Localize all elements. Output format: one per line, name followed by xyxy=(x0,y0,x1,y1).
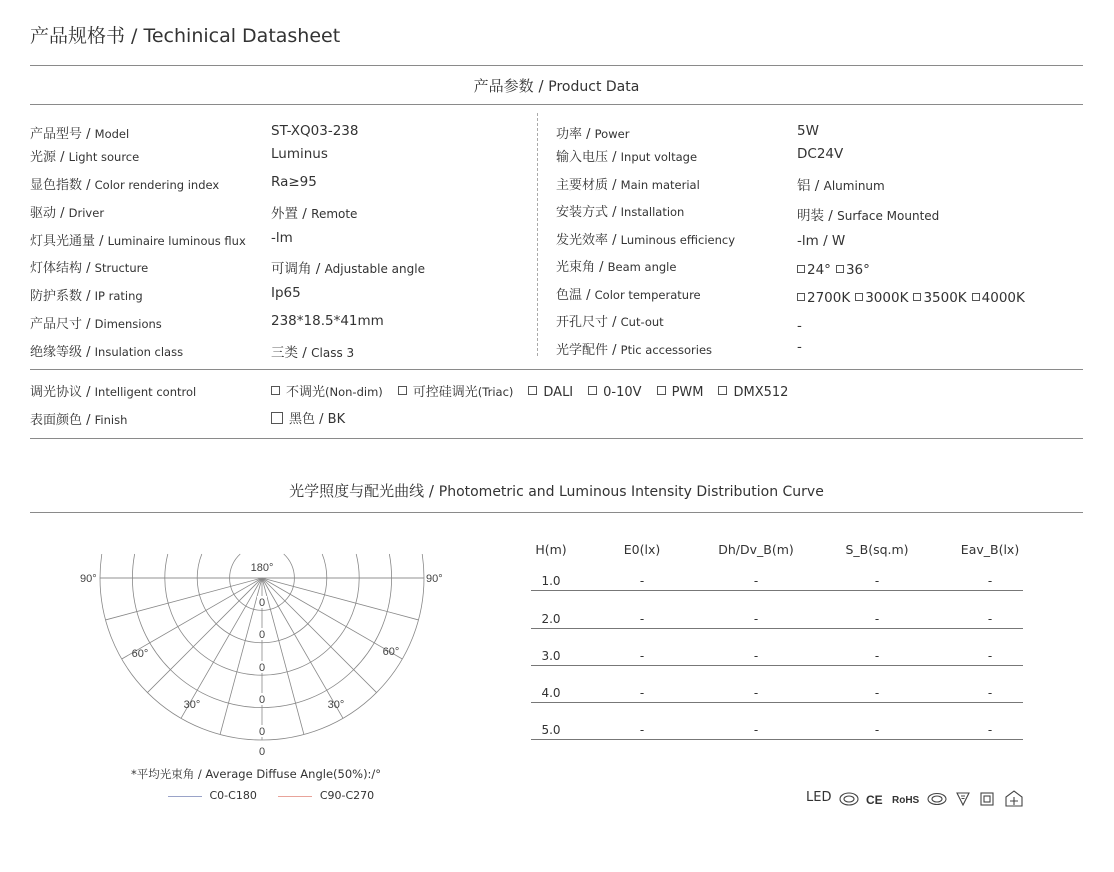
value-text: - xyxy=(797,339,802,355)
checkbox[interactable] xyxy=(836,265,844,273)
polar-spoke xyxy=(262,578,402,659)
option-item[interactable] xyxy=(913,290,966,306)
option-label: 0-10V xyxy=(603,385,642,400)
ce-icon: CE xyxy=(866,793,883,807)
left-spec-label-en: Color rendering index xyxy=(94,178,220,192)
checkbox[interactable] xyxy=(718,386,727,395)
right-spec-label-cn: 安装方式 / xyxy=(556,205,617,220)
table-cell: - xyxy=(639,649,645,663)
control-option[interactable] xyxy=(718,385,788,400)
right-spec-value xyxy=(797,233,845,249)
control-option[interactable] xyxy=(398,385,514,400)
rohs-icon: RoHS xyxy=(892,795,920,806)
polar-ring-ext xyxy=(100,554,102,578)
option-label: DMX512 xyxy=(733,385,789,400)
polar-spoke xyxy=(262,578,418,620)
left-spec-value xyxy=(271,174,317,190)
table-header-cell: S_B(sq.m) xyxy=(845,542,909,557)
finish-label xyxy=(30,409,127,428)
value-text: Ra≥95 xyxy=(271,174,317,190)
left-spec-value xyxy=(271,146,328,162)
legend-label-c90-c270: C90-C270 xyxy=(319,789,375,802)
right-spec-label xyxy=(556,174,700,193)
polar-label-right-60: 60° xyxy=(382,646,400,658)
divider xyxy=(30,369,1083,370)
checkbox[interactable] xyxy=(271,386,280,395)
divider xyxy=(30,438,1083,439)
right-spec-label-cn: 输入电压 / xyxy=(556,150,617,165)
left-spec-label-cn: 灯体结构 / xyxy=(30,261,91,276)
table-cell: - xyxy=(987,612,993,626)
left-spec-label-cn: 防护系数 / xyxy=(30,289,91,304)
polar-label-left-90: 90° xyxy=(80,573,97,585)
option-item[interactable] xyxy=(836,262,870,278)
table-row-divider xyxy=(531,590,1023,591)
polar-spoke xyxy=(106,578,262,620)
polar-label-right-30: 30° xyxy=(327,699,345,711)
polar-ring-label: 0 xyxy=(258,726,266,738)
polar-ring-ext xyxy=(422,554,424,578)
left-spec-label-en: Insulation class xyxy=(94,345,184,359)
value-text: 5W xyxy=(797,123,819,139)
left-spec-value xyxy=(271,230,293,246)
left-spec-label xyxy=(30,313,162,332)
polar-ring-label: 0 xyxy=(258,662,266,674)
finish-value: 黑色 / BK xyxy=(289,412,346,427)
polar-spoke xyxy=(122,578,262,659)
left-spec-label-cn: 产品型号 / xyxy=(30,127,91,142)
table-row-divider xyxy=(531,628,1023,629)
polar-ring-label: 0 xyxy=(258,746,266,758)
value-en: Aluminum xyxy=(823,179,885,193)
option-label: DALI xyxy=(543,385,574,400)
table-header-cell: Eav_B(lx) xyxy=(960,542,1020,557)
table-cell: - xyxy=(874,649,880,663)
value-en: Remote xyxy=(311,207,358,221)
right-spec-label-cn: 主要材质 / xyxy=(556,178,617,193)
checkbox[interactable] xyxy=(972,293,980,301)
checkbox[interactable] xyxy=(657,386,666,395)
right-spec-value xyxy=(797,146,843,162)
table-cell: - xyxy=(874,612,880,626)
option-label-en: (Non-dim) xyxy=(325,385,383,399)
legend-line-c90-c270 xyxy=(278,796,312,797)
polar-ring-ext xyxy=(165,554,168,578)
checkbox[interactable] xyxy=(588,386,597,395)
right-spec-label-en: Beam angle xyxy=(607,260,677,274)
left-spec-label-cn: 绝缘等级 / xyxy=(30,345,91,360)
table-cell: - xyxy=(874,723,880,737)
right-spec-label-cn: 开孔尺寸 / xyxy=(556,315,617,330)
left-spec-label-cn: 驱动 / xyxy=(30,206,65,221)
right-spec-label xyxy=(556,201,684,220)
polar-spoke xyxy=(181,578,262,718)
left-spec-value xyxy=(271,257,425,277)
table-cell: - xyxy=(987,649,993,663)
indoor-use-icon xyxy=(1006,791,1022,806)
polar-ring-ext xyxy=(230,554,241,578)
value-cn: 可调角 / xyxy=(271,261,321,277)
photometric-title-cn: 光学照度与配光曲线 / xyxy=(289,482,434,500)
polar-label-left-60: 60° xyxy=(131,648,149,660)
control-label xyxy=(30,381,196,400)
table-cell: - xyxy=(987,723,993,737)
certification-icons xyxy=(838,789,1028,809)
legend-label-c0-c180: C0-C180 xyxy=(209,789,257,802)
option-item[interactable] xyxy=(797,290,850,306)
table-cell: - xyxy=(753,723,759,737)
value-text: ST-XQ03-238 xyxy=(271,123,359,139)
average-diffuse-angle-caption: *平均光束角 / Average Diffuse Angle(50%):/° xyxy=(131,767,382,781)
table-cell: - xyxy=(639,686,645,700)
option-item[interactable] xyxy=(797,262,831,278)
checkbox[interactable] xyxy=(398,386,407,395)
right-spec-label-en: Ptic accessories xyxy=(620,343,713,357)
right-spec-value xyxy=(797,318,802,334)
column-divider xyxy=(537,113,538,356)
left-spec-value xyxy=(271,313,384,329)
control-label-cn: 调光协议 / xyxy=(30,385,91,400)
polar-spoke xyxy=(147,578,262,693)
right-spec-value xyxy=(797,174,885,194)
option-label: 36° xyxy=(845,262,870,278)
option-label: 2700K xyxy=(807,290,851,306)
table-cell: 5.0 xyxy=(541,723,561,737)
divider xyxy=(30,65,1083,66)
left-spec-label-en: IP rating xyxy=(94,289,143,303)
left-spec-value xyxy=(271,123,358,139)
value-en: Surface Mounted xyxy=(837,209,940,223)
right-spec-label-en: Installation xyxy=(620,205,685,219)
table-header-cell: E0(lx) xyxy=(623,542,661,557)
table-cell: - xyxy=(639,723,645,737)
right-spec-label xyxy=(556,256,676,275)
table-header-cell: H(m) xyxy=(535,542,567,557)
table-cell: 4.0 xyxy=(541,686,561,700)
class-ii-icon xyxy=(981,793,993,805)
polar-spoke xyxy=(262,578,377,693)
table-cell: - xyxy=(987,686,993,700)
page-title: 产品规格书 / Techinical Datasheet xyxy=(30,25,341,47)
photometric-heading xyxy=(30,480,1083,501)
left-spec-label xyxy=(30,174,219,193)
left-spec-label-en: Luminaire luminous flux xyxy=(107,234,246,248)
right-spec-label xyxy=(556,339,712,358)
left-spec-label-en: Driver xyxy=(68,206,105,220)
photometric-title-en: Photometric and Luminous Intensity Distribution Curve xyxy=(438,484,824,500)
table-cell: 1.0 xyxy=(541,574,561,588)
left-spec-label xyxy=(30,257,148,276)
value-text: -lm / W xyxy=(797,233,846,249)
left-spec-label-cn: 灯具光通量 / xyxy=(30,234,104,249)
value-cn: 外置 / xyxy=(271,206,307,222)
right-spec-value xyxy=(797,204,939,224)
control-option[interactable] xyxy=(528,385,573,400)
option-label: 3500K xyxy=(923,290,967,306)
right-spec-label xyxy=(556,311,664,330)
ccc-icon xyxy=(840,793,858,805)
right-spec-label xyxy=(556,123,629,142)
right-spec-label-cn: 发光效率 / xyxy=(556,233,617,248)
checkbox[interactable] xyxy=(797,293,805,301)
left-spec-label xyxy=(30,123,129,142)
product-data-title-cn: 产品参数 xyxy=(473,77,534,95)
right-spec-label-en: Luminous efficiency xyxy=(620,233,736,247)
control-options xyxy=(271,381,788,400)
right-spec-value xyxy=(797,290,1025,306)
table-row-divider xyxy=(531,702,1023,703)
table-cell: - xyxy=(639,574,645,588)
table-cell: 2.0 xyxy=(541,612,561,626)
legend-line-c0-c180 xyxy=(168,796,202,797)
right-spec-label-en: Power xyxy=(594,127,630,141)
polar-ring-label: 0 xyxy=(258,597,266,609)
polar-ring-ext xyxy=(356,554,359,578)
control-option[interactable] xyxy=(657,385,704,400)
right-spec-label-cn: 光束角 / xyxy=(556,260,604,275)
option-label: 4000K xyxy=(981,290,1025,306)
left-spec-label-cn: 光源 / xyxy=(30,150,65,165)
right-spec-label-en: Input voltage xyxy=(620,150,698,164)
value-text: Luminus xyxy=(271,146,328,162)
right-spec-label-en: Cut-out xyxy=(620,315,664,329)
right-spec-label-cn: 功率 / xyxy=(556,127,591,142)
option-label: 3000K xyxy=(865,290,909,306)
divider xyxy=(30,104,1083,105)
right-spec-value xyxy=(797,262,870,278)
table-header-cell: Dh/Dv_B(m) xyxy=(718,542,794,557)
value-text: - xyxy=(797,318,802,334)
polar-spoke xyxy=(262,578,304,734)
table-cell: - xyxy=(639,612,645,626)
product-data-title-en: Product Data xyxy=(548,79,640,95)
option-label: 24° xyxy=(807,262,831,278)
polar-ring-label: 0 xyxy=(258,629,266,641)
polar-legend xyxy=(168,789,374,802)
checkbox[interactable] xyxy=(913,293,921,301)
polar-diagram xyxy=(60,538,470,768)
table-row-divider xyxy=(531,739,1023,740)
product-data-heading: 产品参数 / Product Data xyxy=(473,77,640,95)
polar-ring-ext xyxy=(132,554,134,578)
divider xyxy=(30,512,1083,513)
value-cn: 铝 / xyxy=(797,178,820,194)
table-row-divider xyxy=(531,665,1023,666)
polar-ring-ext xyxy=(197,554,202,578)
table-cell: - xyxy=(753,612,759,626)
left-spec-label-cn: 显色指数 / xyxy=(30,178,91,193)
polar-spoke xyxy=(220,578,262,734)
polar-label-right-90: 90° xyxy=(426,573,443,585)
finish-label-en: Finish xyxy=(94,413,128,427)
finish-option[interactable] xyxy=(271,408,345,427)
control-option[interactable] xyxy=(271,385,383,400)
option-label-en: (Triac) xyxy=(477,385,514,399)
left-spec-label-en: Dimensions xyxy=(94,317,162,331)
left-spec-label-cn: 产品尺寸 / xyxy=(30,317,91,332)
option-item[interactable] xyxy=(972,290,1025,306)
left-spec-value xyxy=(271,341,354,361)
polar-spoke xyxy=(262,578,343,718)
control-label-en: Intelligent control xyxy=(94,385,197,399)
left-spec-label xyxy=(30,341,183,360)
left-spec-label xyxy=(30,146,139,165)
led-mark: LED xyxy=(806,790,832,805)
right-spec-value xyxy=(797,123,819,139)
control-option[interactable] xyxy=(588,385,641,400)
left-spec-label-en: Model xyxy=(94,127,130,141)
polar-label-left-30: 30° xyxy=(183,699,201,711)
polar-ring-ext xyxy=(389,554,391,578)
left-spec-value xyxy=(271,202,357,222)
value-en: Adjustable angle xyxy=(324,262,425,276)
value-text: Ip65 xyxy=(271,285,301,301)
table-cell: - xyxy=(874,686,880,700)
table-cell: - xyxy=(987,574,993,588)
value-en: Class 3 xyxy=(311,346,355,360)
right-spec-label-en: Main material xyxy=(620,178,700,192)
right-spec-value xyxy=(797,339,802,355)
polar-label-180: 180° xyxy=(250,562,274,574)
table-cell: 3.0 xyxy=(541,649,561,663)
option-label-cn: 可控硅调光 xyxy=(412,385,478,400)
right-spec-label xyxy=(556,146,697,165)
polar-ring-ext xyxy=(322,554,327,578)
value-text: -lm xyxy=(271,230,293,246)
left-spec-label xyxy=(30,202,104,221)
table-cell: - xyxy=(753,574,759,588)
right-spec-label-cn: 色温 / xyxy=(556,288,591,303)
right-spec-label-cn: 光学配件 / xyxy=(556,343,617,358)
value-cn: 三类 / xyxy=(271,345,307,361)
value-cn: 明装 / xyxy=(797,208,833,224)
option-label: PWM xyxy=(671,385,704,400)
f-mark-icon xyxy=(957,793,969,805)
value-text: DC24V xyxy=(797,146,844,162)
table-cell: - xyxy=(874,574,880,588)
option-label-cn: 不调光 xyxy=(286,385,326,400)
cqc-icon xyxy=(928,794,946,805)
left-spec-label xyxy=(30,230,246,249)
value-text: 238*18.5*41mm xyxy=(271,313,384,329)
table-cell: - xyxy=(753,686,759,700)
checkbox[interactable] xyxy=(271,412,283,424)
right-spec-label xyxy=(556,284,701,303)
table-cell: - xyxy=(753,649,759,663)
option-item[interactable] xyxy=(855,290,908,306)
checkbox[interactable] xyxy=(855,293,863,301)
polar-ring-ext xyxy=(284,554,295,578)
left-spec-label-en: Light source xyxy=(68,150,140,164)
left-spec-value xyxy=(271,285,301,301)
finish-label-cn: 表面颜色 / xyxy=(30,413,91,428)
left-spec-label xyxy=(30,285,143,304)
right-spec-label-en: Color temperature xyxy=(594,288,701,302)
checkbox[interactable] xyxy=(528,386,537,395)
checkbox[interactable] xyxy=(797,265,805,273)
left-spec-label-en: Structure xyxy=(94,261,149,275)
right-spec-label xyxy=(556,229,735,248)
polar-ring-label: 0 xyxy=(258,694,266,706)
